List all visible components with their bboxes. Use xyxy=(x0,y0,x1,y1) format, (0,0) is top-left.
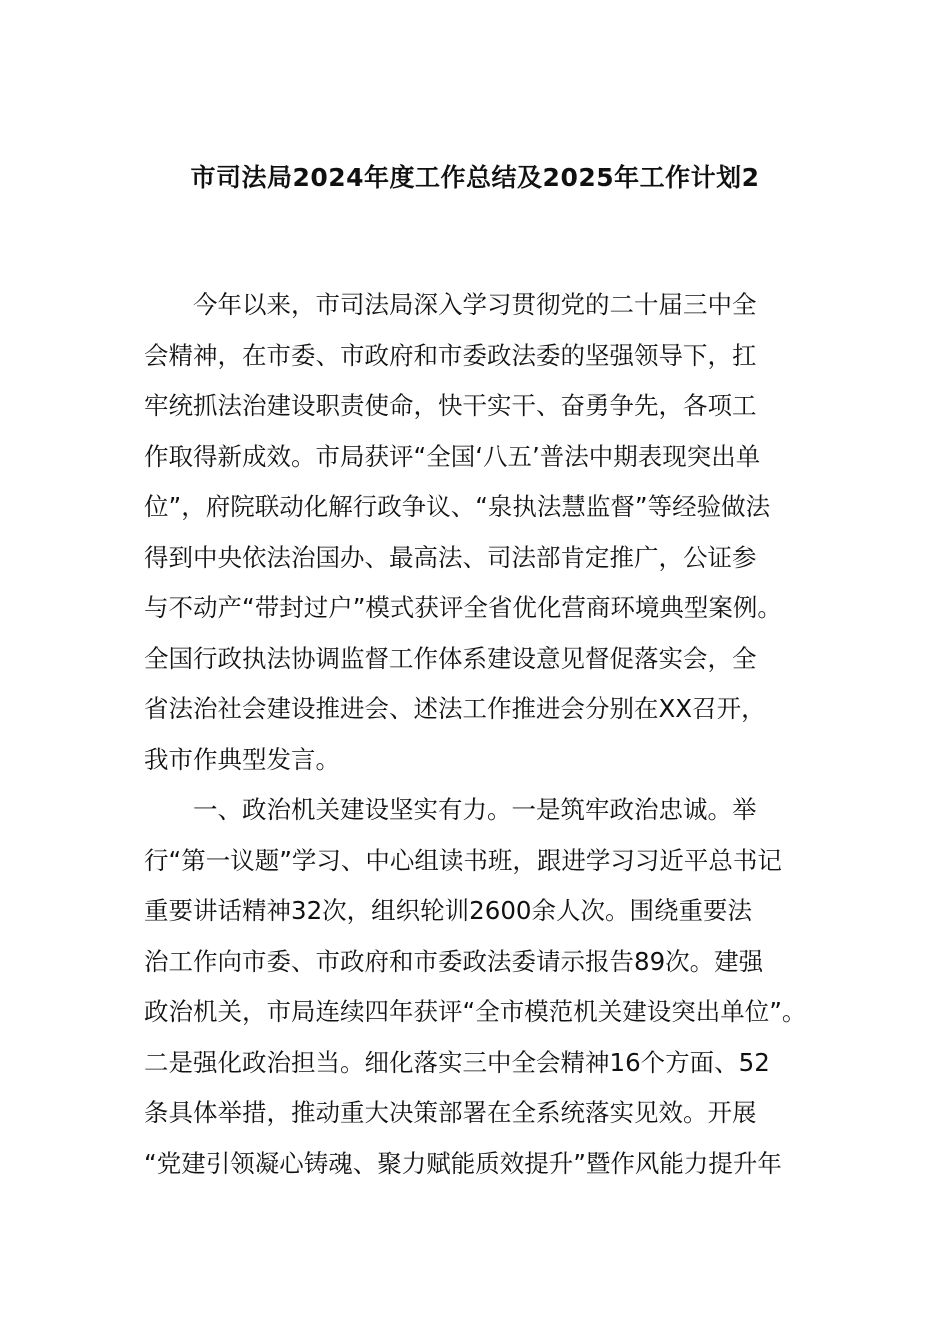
text-line: 与不动产“带封过户”模式获评全省优化营商环境典型案例。 xyxy=(144,593,782,622)
text-line: 省法治社会建设推进会、述法工作推进会分别在XX召开， xyxy=(144,694,766,723)
text-line: 位”，府院联动化解行政争议、“泉执法慧监督”等经验做法 xyxy=(144,492,771,521)
paragraph-intro xyxy=(144,280,808,785)
document-body xyxy=(144,280,808,1189)
text-line: 全国行政执法协调监督工作体系建设意见督促落实会，全 xyxy=(144,643,757,673)
text-line: 政治机关，市局连续四年获评“全市模范机关建设突出单位”。 xyxy=(144,997,807,1026)
text-line: 牢统抓法治建设职责使命，快干实干、奋勇争先，各项工 xyxy=(144,391,757,420)
text-line: 行“第一议题”学习、中心组读书班，跟进学习习近平总书记 xyxy=(144,845,782,875)
text-line: 得到中央依法治国办、最高法、司法部肯定推广，公证参 xyxy=(144,542,757,572)
text-line: 会精神，在市委、市政府和市委政法委的坚强领导下，扛 xyxy=(144,340,757,370)
text-line: 我市作典型发言。 xyxy=(144,744,340,774)
text-line: 治工作向市委、市政府和市委政法委请示报告89次。建强 xyxy=(144,946,764,976)
text-line: 条具体举措，推动重大决策部署在全系统落实见效。开展 xyxy=(144,1098,757,1127)
text-line: “党建引领凝心铸魂、聚力赋能质效提升”暨作风能力提升年 xyxy=(144,1148,782,1178)
paragraph-section-one xyxy=(144,785,808,1189)
text-line: 作取得新成效。市局获评“全国‘八五’普法中期表现突出单 xyxy=(144,441,761,471)
text-line: 重要讲话精神32次，组织轮训2600余人次。围绕重要法 xyxy=(144,896,753,925)
text-line: 一、政治机关建设坚实有力。一是筑牢政治忠诚。举 xyxy=(193,795,757,824)
text-line: 二是强化政治担当。细化落实三中全会精神16个方面、52 xyxy=(144,1047,770,1077)
document-title: 市司法局2024年度工作总结及2025年工作计划2 xyxy=(190,163,760,192)
text-line: 今年以来，市司法局深入学习贯彻党的二十届三中全 xyxy=(193,290,757,319)
